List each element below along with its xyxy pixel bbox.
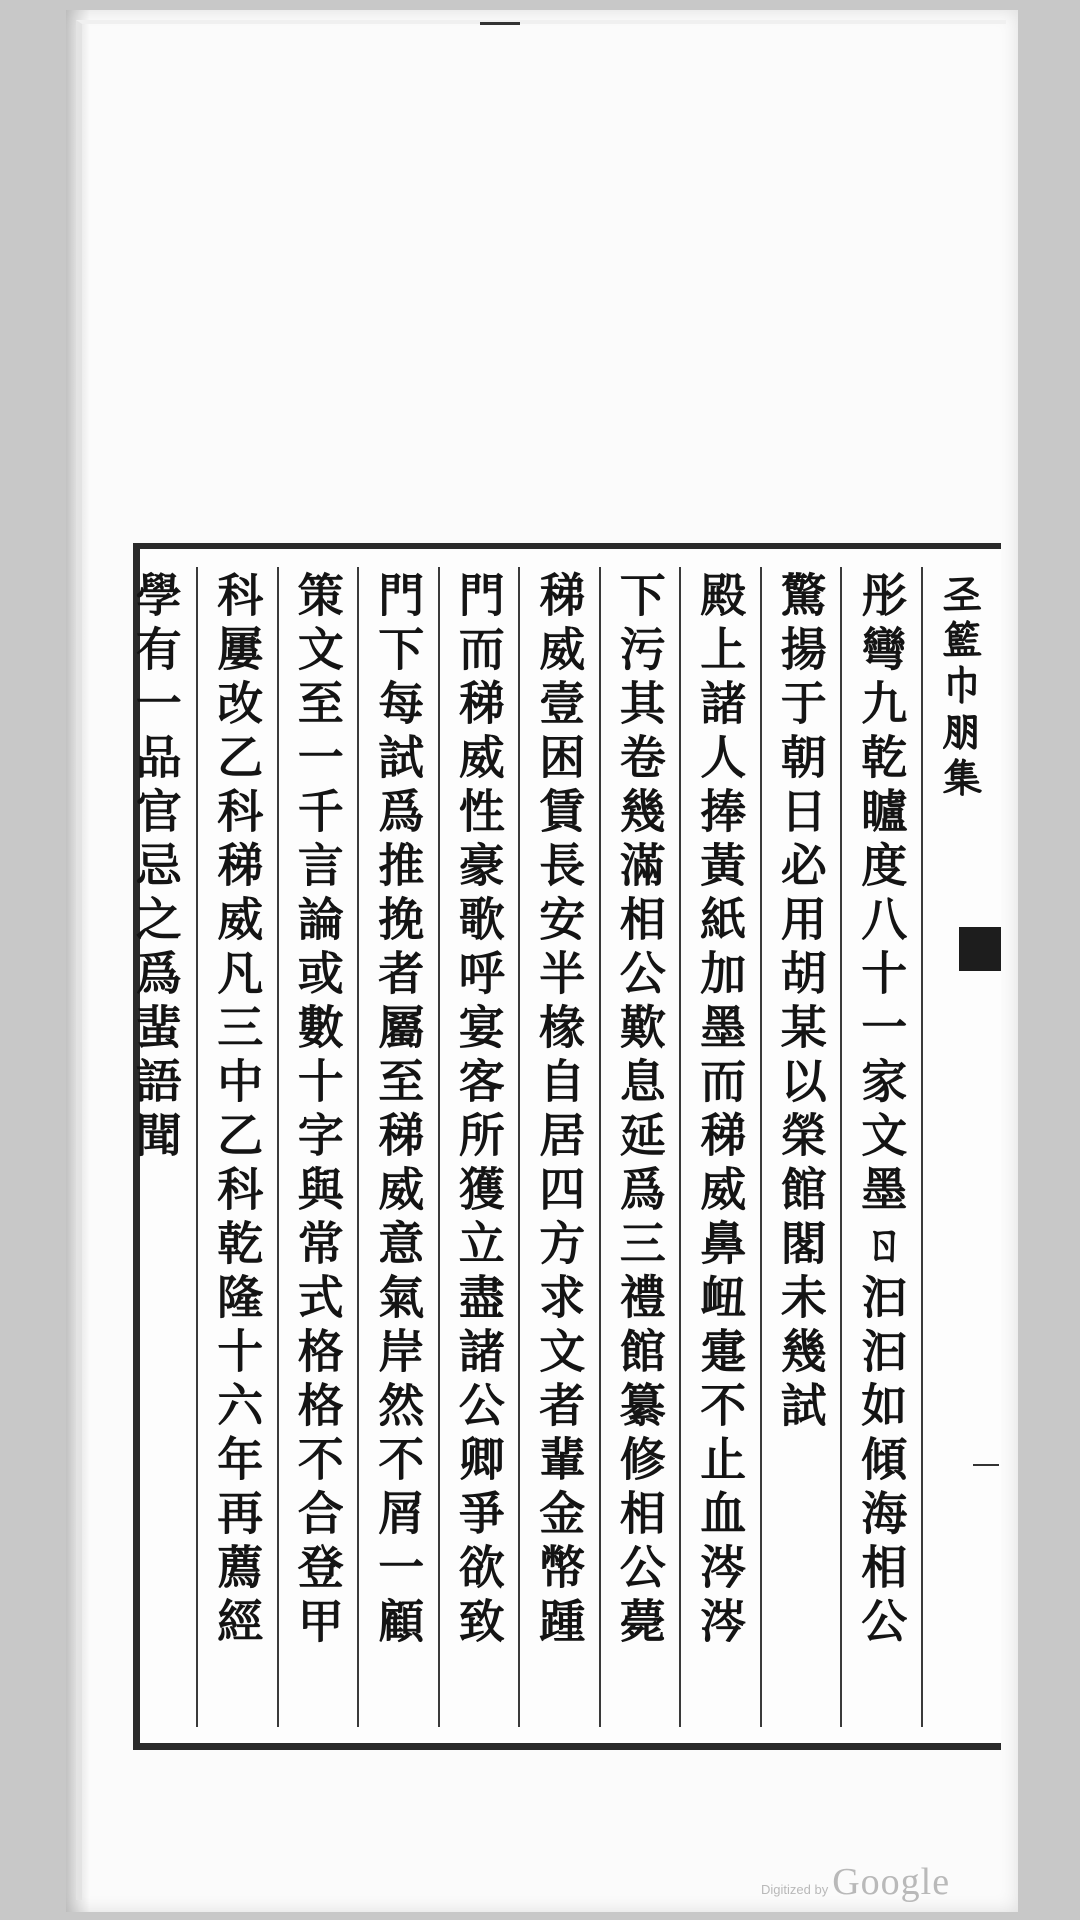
column-text: 學有一品官忌之爲蜚語聞	[128, 571, 183, 1165]
column-text: 下污其卷幾滿相公歎息延爲三禮館纂修相公薨	[612, 571, 667, 1651]
column-text: 彤彎九乾矑度八十一家文墨ㄖ汩汩如傾海相公	[854, 571, 909, 1651]
column-text: 稊威壹困賃長安半椽自居四方求文者輩金幣踵	[532, 571, 587, 1651]
column-11	[116, 567, 197, 1727]
text-columns	[128, 567, 1001, 1727]
column-3	[760, 567, 841, 1727]
column-text: 策文至一千言論或數十字與常式格格不合登甲	[290, 571, 345, 1651]
column-text: 門而稊威性豪歌呼宴客所獲立盡諸公卿爭欲致	[451, 571, 506, 1651]
column-text: 殿上諸人捧黃紙加墨而稊威鼻衄疐不止血涔涔	[693, 571, 748, 1651]
column-text: 驚揚于朝日必用胡某以榮館閣未幾試	[773, 571, 828, 1435]
scanned-page	[66, 10, 1018, 1912]
column-9	[277, 567, 358, 1727]
top-mark	[480, 22, 520, 25]
column-text: 門下每試爲推挽者屬至稊威意氣岸然不屑一顧	[371, 571, 426, 1651]
column-6	[518, 567, 599, 1727]
column-1	[921, 567, 1002, 1727]
watermark-prefix: Digitized by	[761, 1882, 829, 1897]
watermark-brand: Google	[832, 1861, 951, 1903]
digitized-by-google-watermark	[761, 1860, 950, 1904]
column-7	[438, 567, 519, 1727]
column-8	[357, 567, 438, 1727]
column-5	[599, 567, 680, 1727]
column-4	[679, 567, 760, 1727]
column-10	[196, 567, 277, 1727]
column-text: 𢀖籃巾朋集	[938, 571, 986, 801]
text-frame	[128, 543, 1001, 1750]
column-text: 科屢改乙科稊威凡三中乙科乾隆十六年再薦經	[210, 571, 265, 1651]
column-2	[840, 567, 921, 1727]
